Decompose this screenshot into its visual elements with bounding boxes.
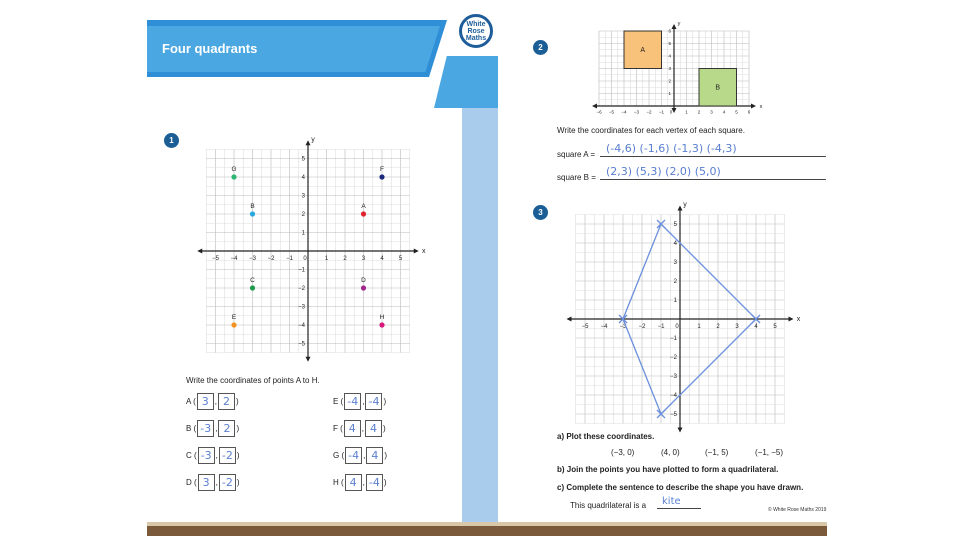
x-tick-label: −3 [633, 109, 640, 115]
q2-instruction: Write the coordinates for each vertex of each square. [557, 126, 745, 135]
x-tick-label: −4 [621, 109, 627, 115]
square-a-line [600, 156, 826, 157]
q3-sentence-answer[interactable]: kite [662, 496, 681, 507]
x-tick-label: −3 [619, 324, 627, 330]
question-number-2: 2 [533, 40, 548, 55]
x-tick-label: 3 [735, 324, 739, 330]
logo-text-2: Rose [467, 27, 485, 35]
x-tick-label: −1 [658, 109, 665, 115]
x-axis-label: x [422, 248, 426, 255]
x-tick-label: 4 [380, 256, 384, 262]
x-arrow [789, 317, 794, 322]
question-number-3: 3 [533, 205, 548, 220]
y-arrow [672, 24, 677, 29]
point-label-f: F [380, 166, 384, 173]
x-axis-label: x [759, 104, 763, 110]
y-tick-label: 5 [673, 222, 677, 228]
y-tick-label: 4 [668, 53, 671, 59]
square-a-label: A [640, 46, 646, 54]
y-tick-label: −3 [298, 304, 305, 311]
y-axis-label: y [683, 201, 687, 209]
point-b [250, 211, 255, 216]
x-tick-label: 1 [685, 109, 688, 115]
q3-part-b: b) Join the points you have plotted to form a quadrilateral. [557, 465, 779, 474]
y-tick-label: 4 [301, 175, 305, 181]
point-c [250, 285, 255, 290]
x-tick-label: −4 [600, 324, 608, 330]
square-a-answer[interactable]: (-4,6) (-1,6) (-1,3) (-4,3) [606, 142, 737, 155]
q1-coordinate-grid [198, 130, 438, 360]
answer-row-h [333, 474, 387, 491]
paren: ) [384, 451, 388, 460]
point-label-b: B [250, 203, 255, 210]
q3-coord-1: (−3, 0) [611, 448, 635, 457]
x-tick-label: 1 [697, 324, 701, 330]
y-tick-label: 3 [301, 193, 305, 200]
answer-box-y[interactable]: -4 [366, 474, 383, 491]
x-arrow [751, 104, 756, 109]
answer-label: B ( [186, 424, 197, 433]
y-tick-label: 1 [668, 91, 671, 96]
y-tick-label: 2 [673, 279, 677, 285]
y-tick-label: 5 [668, 41, 671, 46]
paren: ) [236, 424, 240, 433]
y-tick-label: 3 [668, 66, 671, 71]
page-title: Four quadrants [162, 41, 258, 56]
x-tick-label: −5 [581, 324, 589, 330]
y-tick-label: −1 [670, 336, 677, 342]
y-axis-label: y [677, 21, 681, 27]
square-a-label: square A = [557, 150, 596, 159]
x-tick-label: 0 [669, 109, 673, 115]
answer-label: H ( [333, 478, 344, 487]
answer-box-x[interactable]: 4 [344, 420, 361, 437]
comma: , [215, 424, 218, 433]
x-tick-label: −5 [608, 109, 615, 115]
logo-text-3: Maths [465, 34, 487, 42]
x-tick-label: 0 [675, 324, 679, 330]
paren: ) [383, 397, 387, 406]
q3-part-c: c) Complete the sentence to describe the shape you have drawn. [557, 483, 804, 492]
x-tick-label: −4 [230, 256, 238, 262]
answer-box-y[interactable]: 4 [365, 420, 382, 437]
square-b-label: square B = [557, 173, 596, 182]
page-divider [462, 58, 498, 528]
answer-label: D ( [186, 478, 197, 487]
y-arrow [306, 140, 311, 145]
x-tick-label: −2 [267, 256, 275, 262]
point-d [361, 285, 366, 290]
square-b-answer[interactable]: (2,3) (5,3) (2,0) (5,0) [606, 165, 721, 178]
x-tick-label: 6 [747, 109, 751, 115]
answer-box-x[interactable]: -4 [345, 447, 362, 464]
q2-coordinate-grid [597, 14, 777, 124]
answer-box-x[interactable]: -4 [344, 393, 361, 410]
x-tick-label: −2 [646, 109, 652, 115]
y-tick-label: 1 [301, 230, 305, 237]
x-tick-label: 5 [773, 324, 777, 330]
q3-coordinate-grid [570, 200, 810, 428]
y-arrow [678, 206, 683, 211]
answer-box-y[interactable]: 2 [218, 393, 235, 410]
answer-box-x[interactable]: -3 [197, 420, 214, 437]
point-label-e: E [231, 314, 237, 321]
y-tick-label: 3 [673, 260, 677, 266]
answer-row-b [186, 420, 239, 437]
x-tick-label: 4 [754, 324, 758, 330]
y-tick-label: −5 [298, 341, 305, 348]
bottom-bar [147, 526, 827, 536]
answer-box-x[interactable]: 3 [198, 474, 215, 491]
point-label-h: H [379, 314, 385, 321]
y-tick-label: 5 [301, 156, 305, 163]
x-tick-label: 2 [343, 256, 347, 262]
y-tick-label: 1 [673, 298, 677, 304]
answer-box-y[interactable]: -2 [219, 447, 236, 464]
y-tick-label: 4 [673, 241, 677, 247]
copyright: © White Rose Maths 2019 [768, 507, 827, 513]
point-label-g: G [231, 166, 237, 173]
x-tick-label: −3 [249, 256, 256, 262]
x-tick-label: 2 [697, 109, 701, 115]
paren: ) [236, 478, 240, 487]
answer-box-y[interactable]: -2 [219, 474, 236, 491]
white-rose-logo [459, 14, 493, 48]
x-tick-label: 4 [722, 109, 726, 115]
x-tick-label: −1 [286, 256, 293, 262]
paren: ) [236, 397, 239, 406]
point-e [231, 322, 236, 327]
q1-instruction: Write the coordinates of points A to H. [186, 376, 320, 385]
y-tick-label: −3 [670, 374, 677, 380]
q3-answer-line [657, 508, 701, 509]
y-tick-label: −4 [298, 323, 305, 329]
y-tick-label: −2 [670, 355, 677, 361]
point-label-d: D [361, 277, 366, 284]
x-tick-label: 3 [710, 109, 713, 115]
x-arrow-left [197, 249, 202, 254]
x-tick-label: 5 [735, 109, 738, 115]
answer-label: F ( [333, 424, 343, 433]
paren: ) [383, 478, 387, 487]
q3-coord-4: (−1, −5) [755, 448, 784, 457]
q3-coord-2: (4, 0) [661, 448, 680, 457]
y-tick-label: −1 [298, 267, 305, 274]
y-tick-label: 2 [301, 212, 305, 218]
answer-box-x[interactable]: 4 [345, 474, 362, 491]
comma: , [215, 478, 218, 487]
answer-box-x[interactable]: 3 [197, 393, 214, 410]
comma: , [215, 451, 218, 460]
x-tick-label: −1 [657, 324, 665, 330]
answer-box-y[interactable]: -4 [365, 393, 382, 410]
answer-row-c [186, 447, 240, 464]
comma: , [361, 424, 365, 433]
x-tick-label: 1 [324, 256, 329, 262]
comma: , [363, 451, 366, 460]
x-axis-label: x [796, 316, 801, 323]
point-label-c: C [250, 277, 255, 284]
paren: ) [236, 451, 240, 460]
answer-label: C ( [186, 451, 197, 460]
q3-coord-3: (−1, 5) [705, 448, 729, 457]
point-f [379, 174, 384, 179]
x-tick-label: 5 [398, 256, 403, 262]
answer-row-e [333, 393, 386, 410]
answer-label: E ( [333, 397, 344, 406]
comma: , [362, 397, 365, 406]
answer-box-y[interactable]: 2 [218, 420, 235, 437]
y-tick-label: 2 [668, 78, 671, 84]
point-a [361, 211, 366, 216]
point-label-a: A [361, 203, 366, 210]
y-tick-label: −4 [670, 393, 677, 399]
y-tick-label: −2 [298, 286, 305, 292]
paren: ) [383, 424, 386, 433]
answer-label: G ( [333, 451, 345, 460]
square-b-label: B [715, 84, 721, 92]
square-b-line [600, 179, 826, 180]
x-tick-label: 2 [716, 324, 720, 330]
answer-row-g [333, 447, 387, 464]
x-tick-label: −2 [638, 324, 646, 330]
question-number-1: 1 [164, 133, 179, 148]
x-tick-label: 0 [303, 256, 307, 262]
answer-box-x[interactable]: -3 [198, 447, 215, 464]
y-tick-label: 6 [668, 28, 671, 34]
comma: , [214, 397, 218, 406]
x-arrow [414, 249, 419, 254]
comma: , [362, 478, 365, 487]
q3-sentence: This quadrilateral is a [570, 501, 647, 510]
y-axis-label: y [311, 136, 315, 144]
logo-text-1: White [466, 20, 486, 28]
answer-label: A ( [186, 397, 196, 406]
point-g [231, 174, 236, 179]
q3-part-a: a) Plot these coordinates. [557, 432, 655, 441]
point-h [379, 322, 384, 327]
x-tick-label: 3 [361, 256, 366, 262]
y-tick-label: −5 [670, 412, 677, 418]
answer-row-d [186, 474, 240, 491]
answer-row-f [333, 420, 386, 437]
answer-box-y[interactable]: 4 [366, 447, 383, 464]
x-tick-label: −5 [212, 256, 219, 262]
x-tick-label: −6 [596, 109, 602, 115]
answer-row-a [186, 393, 239, 410]
